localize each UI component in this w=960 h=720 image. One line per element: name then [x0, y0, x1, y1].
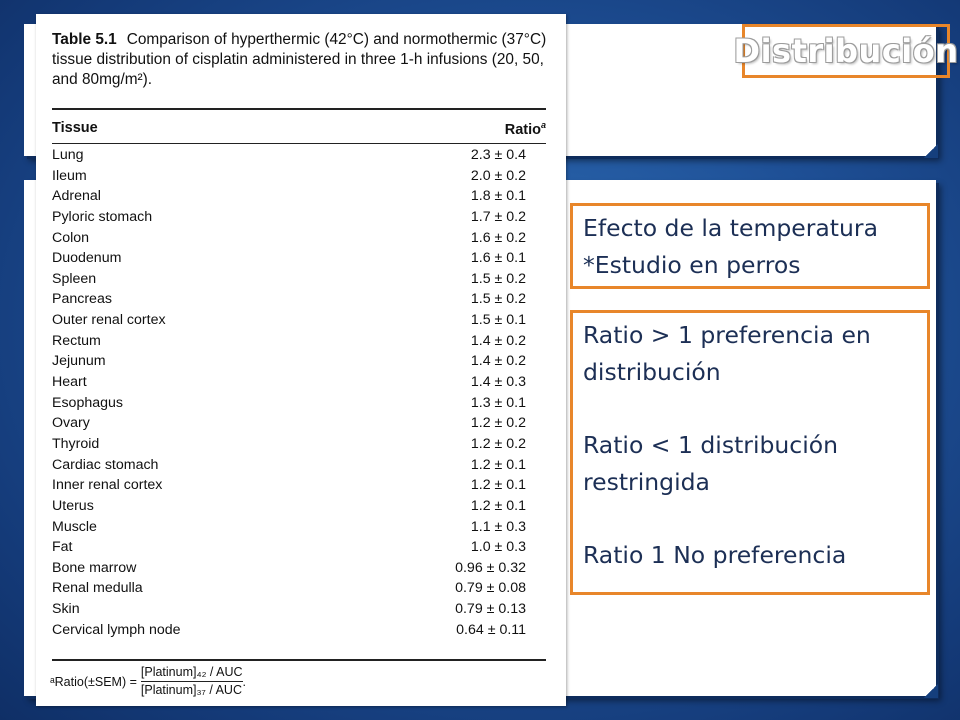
- table-row: [52, 413, 546, 434]
- table-row: [52, 496, 546, 517]
- tissue-cell: Esophagus: [52, 394, 123, 411]
- ratio-cell: 1.5 ± 0.1: [470, 312, 526, 329]
- footnote-lhs: ᵃRatio(±SEM) =: [50, 674, 137, 689]
- ratio-cell: 0.64 ± 0.11: [456, 621, 526, 638]
- tissue-cell: Ileum: [52, 167, 87, 184]
- table-rule: [52, 108, 546, 110]
- tissue-cell: Muscle: [52, 518, 97, 535]
- tissue-cell: Cardiac stomach: [52, 456, 159, 473]
- ratio-cell: 1.3 ± 0.1: [470, 394, 526, 411]
- tissue-cell: Renal medulla: [52, 580, 143, 597]
- spacer: [583, 391, 917, 427]
- tissue-cell: Thyroid: [52, 435, 100, 452]
- table-row: [52, 558, 546, 579]
- tissue-cell: Fat: [52, 539, 73, 556]
- table-row: [52, 331, 546, 352]
- ratio-cell: 0.96 ± 0.32: [455, 559, 526, 576]
- ratio-cell: 1.6 ± 0.2: [470, 229, 526, 246]
- ratio-cell: 1.1 ± 0.3: [470, 518, 526, 535]
- table-label: Table 5.1: [52, 31, 117, 48]
- table-rule: [52, 143, 546, 144]
- ratio-cell: 2.0 ± 0.2: [470, 167, 526, 184]
- ratio-cell: 1.0 ± 0.3: [470, 539, 526, 556]
- tissue-cell: Outer renal cortex: [52, 312, 166, 329]
- table-row: [52, 351, 546, 372]
- ratio-note-line-1: Ratio > 1 preferencia en: [583, 321, 871, 349]
- ratio-cell: 1.2 ± 0.2: [470, 415, 526, 432]
- tissue-cell: Pancreas: [52, 291, 112, 308]
- panel-corner: [924, 144, 938, 158]
- table-row: [52, 393, 546, 414]
- tissue-cell: Adrenal: [52, 188, 101, 205]
- tissue-cell: Colon: [52, 229, 90, 246]
- table-row: [52, 248, 546, 269]
- cisplatin-table: [36, 14, 566, 706]
- table-row: [52, 537, 546, 558]
- tissue-cell: Uterus: [52, 497, 94, 514]
- table-row: [52, 517, 546, 538]
- tissue-cell: Rectum: [52, 332, 101, 349]
- tissue-cell: Spleen: [52, 270, 97, 287]
- table-row: [52, 269, 546, 290]
- table-row: [52, 578, 546, 599]
- ratio-cell: 1.2 ± 0.1: [470, 497, 526, 514]
- ratio-cell: 1.4 ± 0.2: [470, 332, 526, 349]
- ratio-cell: 0.79 ± 0.08: [455, 580, 526, 597]
- slide-title: Distribución: [733, 32, 959, 70]
- ratio-cell: 1.5 ± 0.2: [470, 291, 526, 308]
- footnote-end: .: [242, 674, 247, 689]
- ratio-cell: 1.5 ± 0.2: [470, 270, 526, 287]
- tissue-cell: Pyloric stomach: [52, 208, 153, 225]
- table-footnote: [50, 664, 246, 699]
- tissue-cell: Bone marrow: [52, 559, 137, 576]
- ratio-note-line-3: Ratio < 1 distribución: [583, 431, 839, 459]
- table-row: [52, 145, 546, 166]
- temperature-note-line-2: *Estudio en perros: [583, 251, 801, 279]
- ratio-cell: 2.3 ± 0.4: [470, 147, 526, 163]
- table-row: [52, 228, 546, 249]
- table-row: [52, 310, 546, 331]
- table-rule: [52, 659, 546, 661]
- tissue-cell: Duodenum: [52, 250, 122, 267]
- table-row: [52, 207, 546, 228]
- ratio-note-line-2: distribución: [583, 358, 721, 386]
- table-row: [52, 372, 546, 393]
- tissue-cell: Inner renal cortex: [52, 477, 163, 494]
- tissue-cell: Heart: [52, 374, 87, 391]
- footnote-numerator: [Platinum]₄₂ / AUC: [141, 664, 243, 682]
- table-row: [52, 166, 546, 187]
- ratio-cell: 1.2 ± 0.1: [470, 477, 526, 494]
- ratio-cell: 1.4 ± 0.2: [470, 353, 526, 370]
- table-caption-text: Comparison of hyperthermic (42°C) and normothermic (37°C) tissue distribution of cisplatin administered in three 1-h infusions (20, 50, and 80mg/m²).: [52, 31, 547, 88]
- table-caption: [52, 30, 552, 90]
- footnote-fraction: [141, 664, 243, 699]
- tissue-cell: Jejunum: [52, 353, 106, 370]
- column-header-footnote-mark: a: [540, 120, 546, 130]
- ratio-cell: 1.2 ± 0.1: [470, 456, 526, 473]
- ratio-cell: 0.79 ± 0.13: [455, 601, 526, 618]
- table-row: [52, 455, 546, 476]
- table-row: [52, 620, 546, 641]
- table-row: [52, 289, 546, 310]
- column-header-tissue: Tissue: [52, 120, 98, 136]
- temperature-note-box: [570, 203, 930, 289]
- panel-corner: [924, 684, 938, 698]
- spacer: [583, 501, 917, 537]
- table-row: [52, 475, 546, 496]
- ratio-explanation-box: [570, 310, 930, 595]
- footnote-denominator: [Platinum]₃₇ / AUC: [140, 683, 242, 697]
- tissue-cell: Skin: [52, 601, 80, 618]
- ratio-cell: 1.2 ± 0.2: [470, 435, 526, 452]
- table-row: [52, 186, 546, 207]
- ratio-cell: 1.7 ± 0.2: [470, 208, 526, 225]
- ratio-note-line-4: restringida: [583, 468, 710, 496]
- tissue-cell: Cervical lymph node: [52, 621, 181, 638]
- table-row: [52, 599, 546, 620]
- table-body: [52, 145, 546, 640]
- column-header-ratio-label: Ratio: [504, 121, 541, 138]
- tissue-cell: Ovary: [52, 415, 90, 432]
- ratio-cell: 1.6 ± 0.1: [470, 250, 526, 267]
- table-row: [52, 434, 546, 455]
- ratio-cell: 1.8 ± 0.1: [470, 188, 526, 205]
- title-box: [733, 24, 959, 78]
- temperature-note-line-1: Efecto de la temperatura: [583, 214, 878, 242]
- ratio-note-line-5: Ratio 1 No preferencia: [583, 541, 847, 569]
- tissue-cell: Lung: [52, 147, 84, 163]
- column-header-ratio: [505, 120, 546, 138]
- ratio-cell: 1.4 ± 0.3: [470, 374, 526, 391]
